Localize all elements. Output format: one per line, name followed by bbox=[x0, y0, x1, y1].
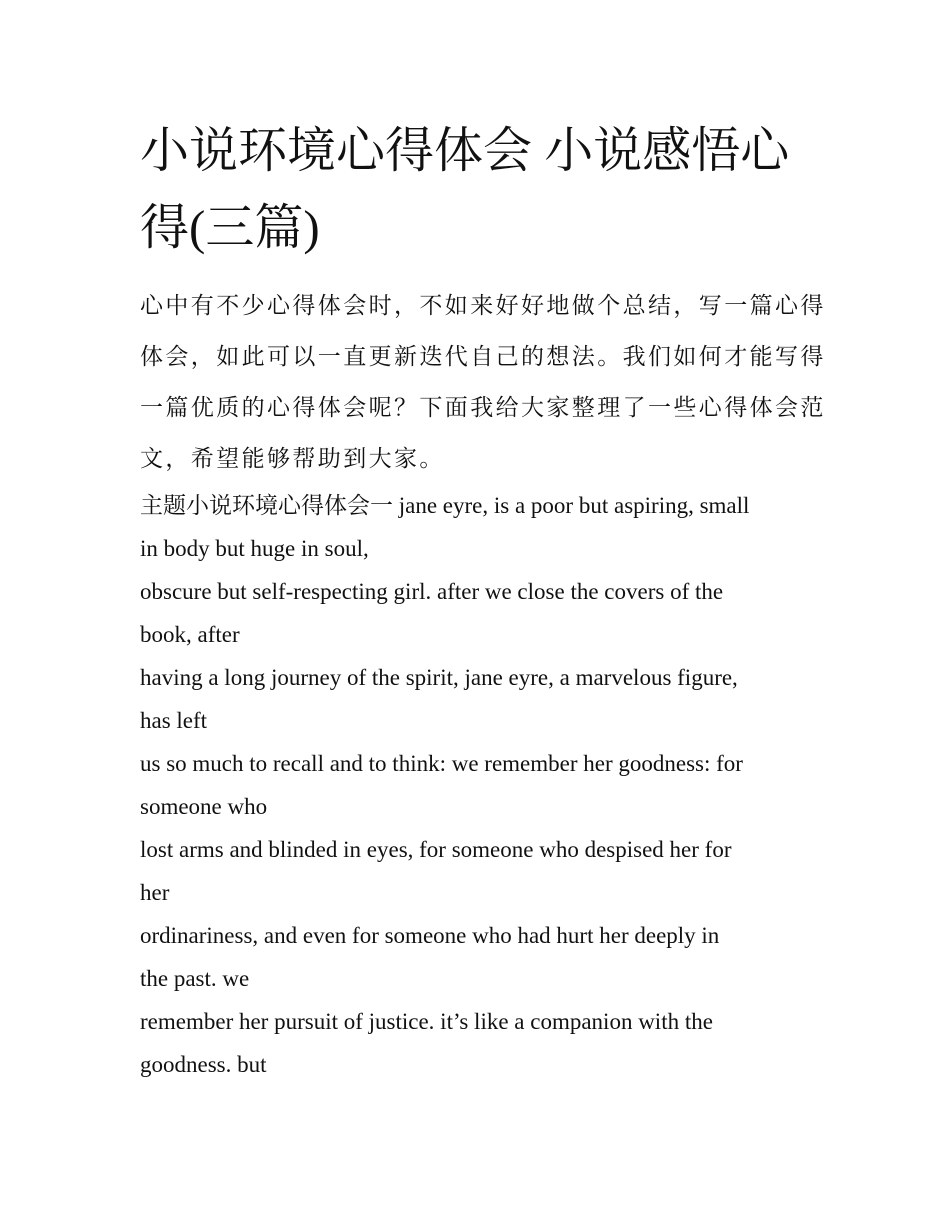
text-line: 心中有不少心得体会时，不如来好好地做个总结，写一篇心得 bbox=[140, 293, 826, 318]
text-line: 主题小说环境心得体会一 jane eyre, is a poor but aspiring, small bbox=[140, 493, 750, 518]
text-line: her bbox=[140, 880, 170, 905]
text-line: obscure but self-respecting girl. after we close the covers of the bbox=[140, 579, 724, 604]
text-line: has left bbox=[140, 708, 208, 733]
text-line: having a long journey of the spirit, jane eyre, a marvelous figure, bbox=[140, 665, 738, 690]
text-line: us so much to recall and to think: we remember her goodness: for bbox=[140, 751, 743, 776]
text-line: 文，希望能够帮助到大家。 bbox=[140, 446, 445, 471]
text-line: goodness. but bbox=[140, 1052, 267, 1077]
document-title bbox=[140, 112, 840, 266]
text-line: remember her pursuit of justice. it’s like a companion with the bbox=[140, 1009, 713, 1034]
title-line: 小说环境心得体会 小说感悟心 bbox=[140, 123, 790, 178]
text-line: the past. we bbox=[140, 966, 250, 991]
title-line: 得(三篇) bbox=[140, 200, 320, 255]
body-text bbox=[140, 484, 840, 1086]
text-line: 体会，如此可以一直更新迭代自己的想法。我们如何才能写得 bbox=[140, 344, 826, 369]
intro-paragraph bbox=[140, 280, 830, 484]
text-line: someone who bbox=[140, 794, 268, 819]
text-line: book, after bbox=[140, 622, 240, 647]
text-line: 一篇优质的心得体会呢？下面我给大家整理了一些心得体会范 bbox=[140, 395, 826, 420]
text-line: ordinariness, and even for someone who had hurt her deeply in bbox=[140, 923, 720, 948]
text-line: lost arms and blinded in eyes, for someone who despised her for bbox=[140, 837, 732, 862]
text-line: in body but huge in soul, bbox=[140, 536, 369, 561]
